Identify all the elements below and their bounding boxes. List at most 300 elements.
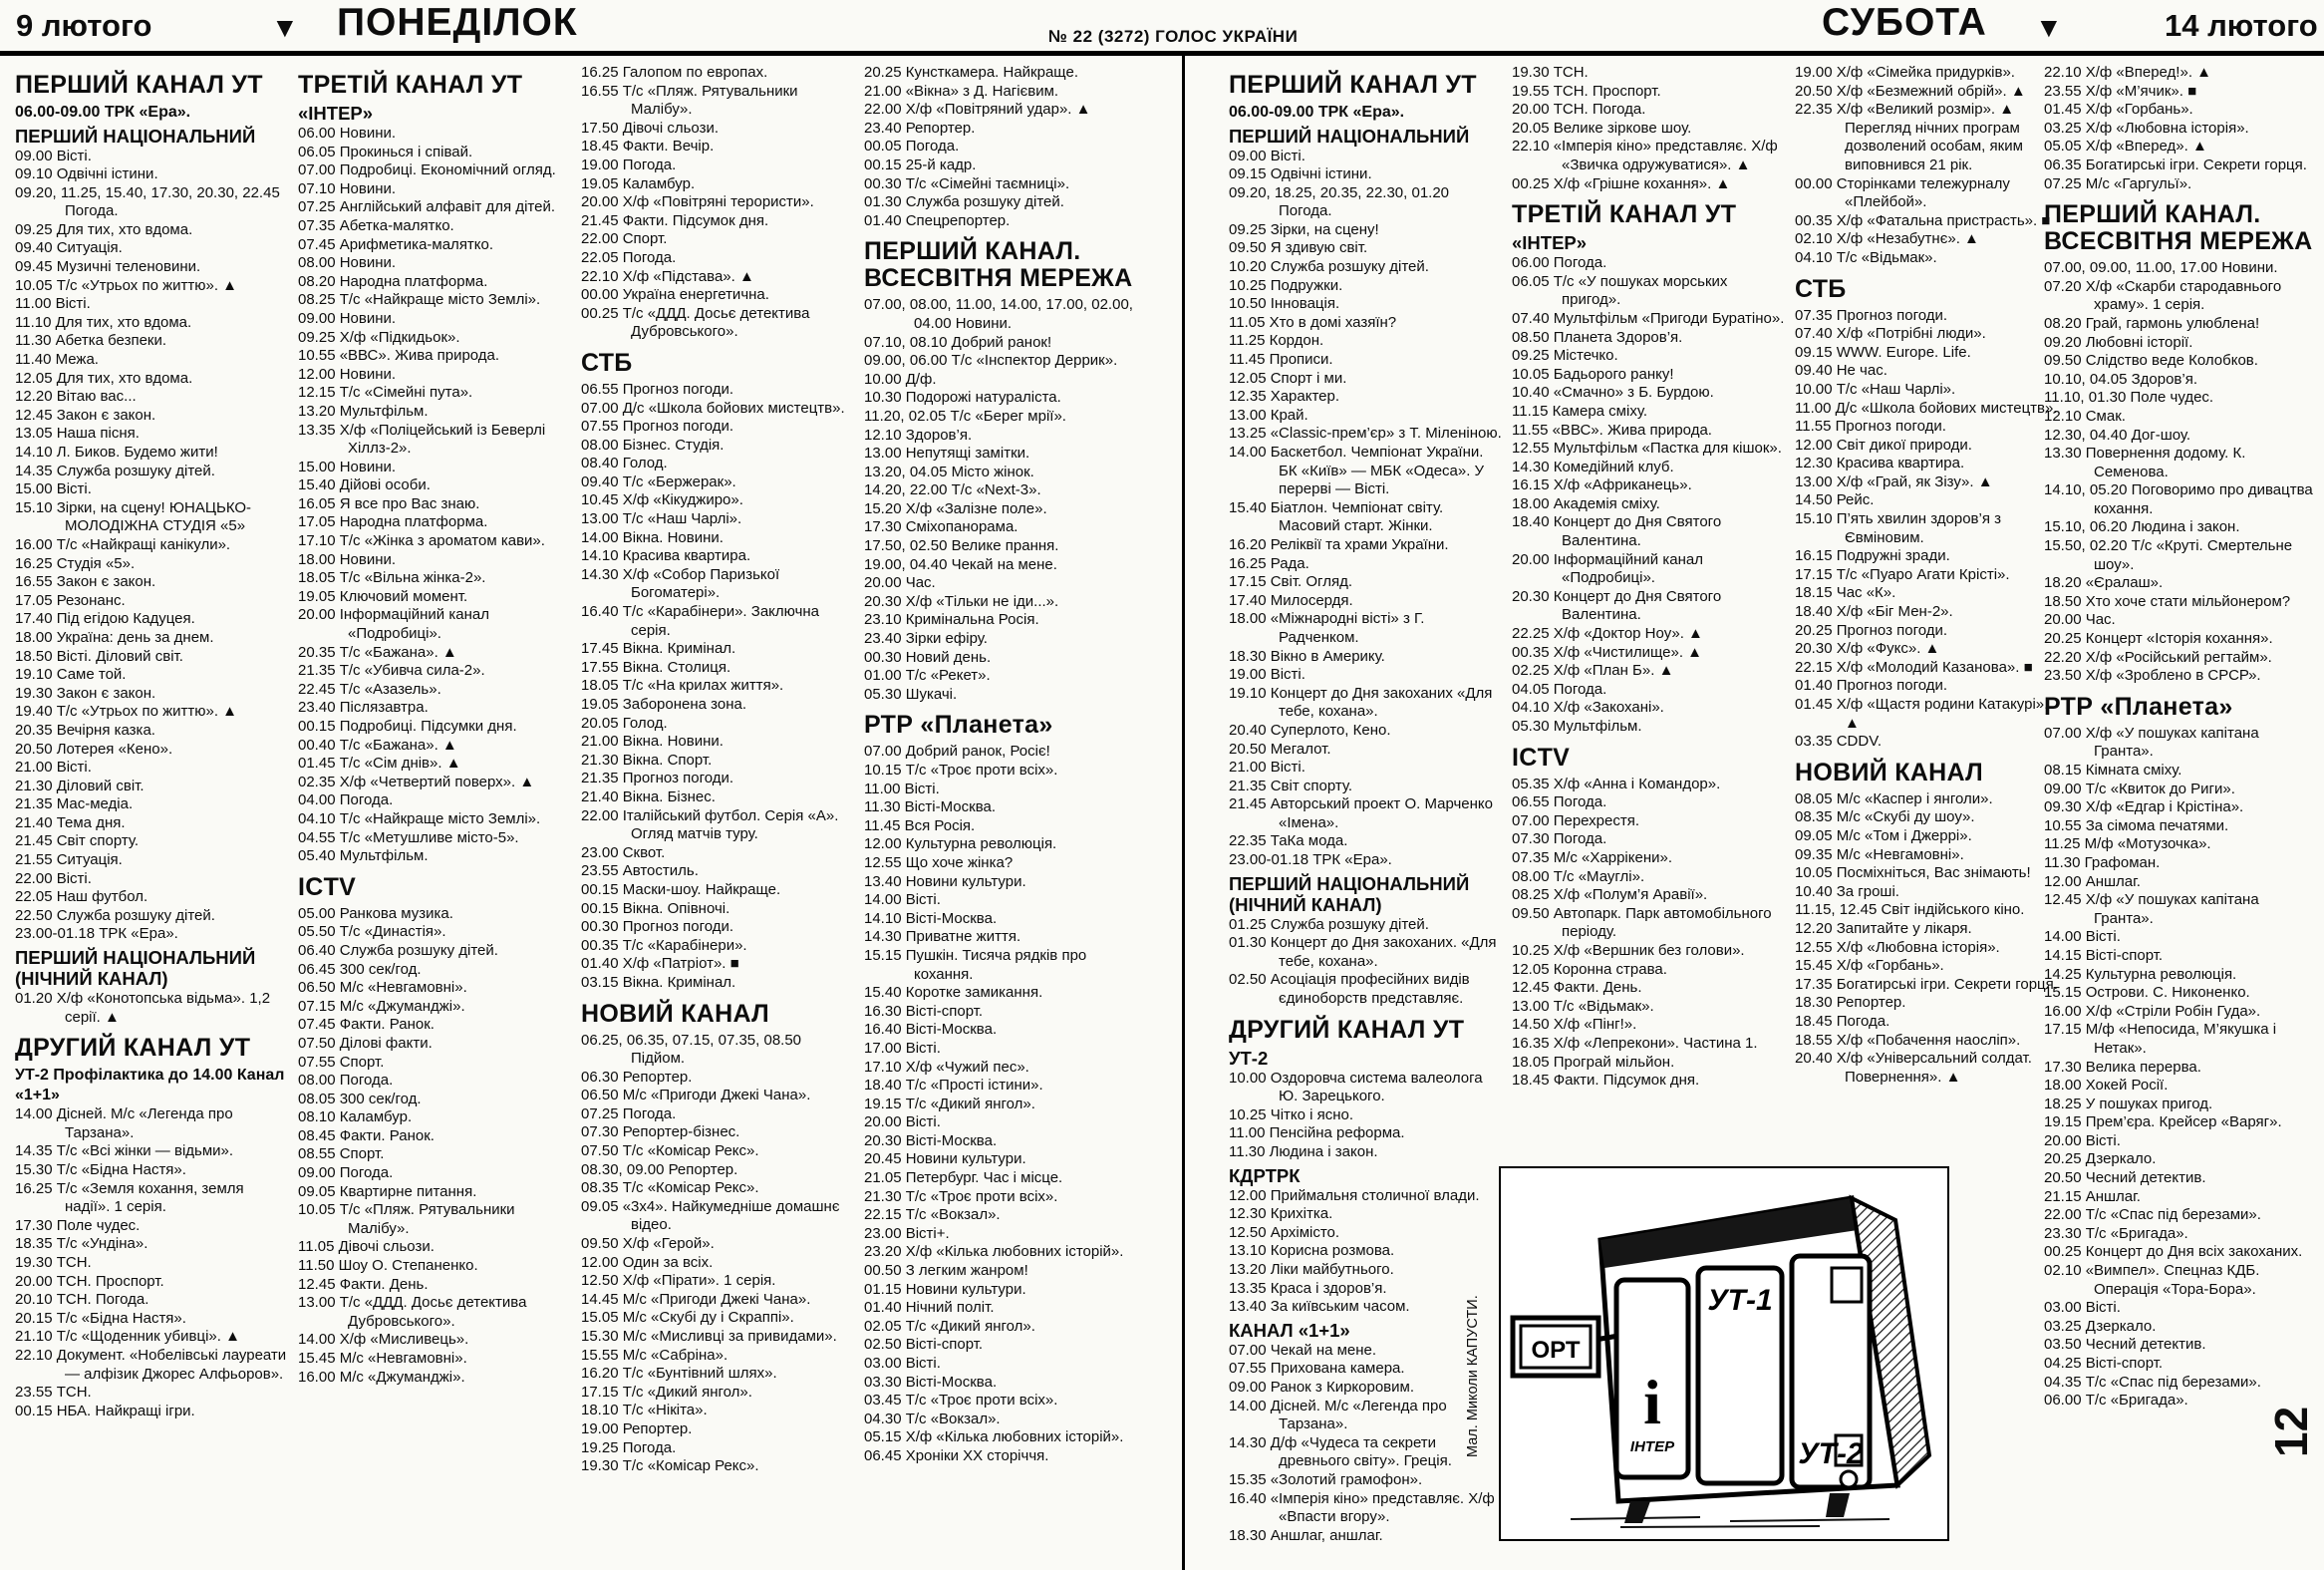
program-entry: 06.50 М/с «Невгамовні». — [298, 979, 467, 997]
program-entry: 11.05 Дівочі сльози. — [298, 1238, 435, 1256]
program-entry: 14.35 Т/с «Всі жінки — відьми». — [15, 1142, 234, 1160]
program-entry: 20.25 Дзеркало. — [2044, 1150, 2157, 1168]
program-entry: 09.00 Новини. — [298, 309, 397, 327]
program-entry: 00.15 Вікна. Опівночі. — [581, 899, 730, 917]
program-entry: 14.50 Рейс. — [1795, 491, 1875, 509]
program-entry: 10.30 Подорожі натураліста. — [864, 389, 1061, 407]
program-entry: 19.00 Вісті. — [1229, 666, 1306, 684]
program-entry: 16.55 Т/с «Пляж. Рятувальники Малібу». — [581, 82, 798, 119]
program-entry: 07.10 Новини. — [298, 179, 397, 197]
program-entry: 12.55 Мультфільм «Пастка для кішок». — [1512, 440, 1782, 458]
program-entry: 21.45 Факти. Підсумок дня. — [581, 211, 769, 229]
channel-subheader: «ІНТЕР» — [1512, 232, 1588, 254]
program-entry: 05.40 Мультфільм. — [298, 847, 429, 865]
program-entry: 00.00 Україна енергетична. — [581, 286, 769, 304]
program-entry: 21.35 Світ спорту. — [1229, 777, 1353, 794]
program-entry: 10.20 Служба розшуку дітей. — [1229, 258, 1429, 276]
program-entry: 15.40 Дійові особи. — [298, 476, 431, 494]
program-entry: 00.25 Х/ф «Грішне кохання». ▲ — [1512, 174, 1731, 192]
program-entry: 12.20 Запитайте у лікаря. — [1795, 919, 1972, 937]
program-entry: 21.40 Вікна. Бізнес. — [581, 787, 716, 805]
channel-subheader: ПЕРШИЙ НАЦІОНАЛЬНИЙ (НІЧНИЙ КАНАЛ) — [15, 947, 256, 990]
program-entry: 23.40 Зірки ефіру. — [864, 630, 988, 648]
program-entry: 03.30 Вісті-Москва. — [864, 1373, 998, 1391]
program-entry: 20.30 Х/ф «Фукс». ▲ — [1795, 640, 1940, 658]
program-entry: 03.50 Чесний детектив. — [2044, 1336, 2206, 1354]
program-entry: 14.10 Красива квартира. — [581, 547, 751, 565]
program-entry: 18.00 Новини. — [298, 550, 397, 568]
program-entry: 09.40 Не час. — [1795, 362, 1888, 380]
program-entry: 20.30 Х/ф «Тільки не іди...». — [864, 592, 1059, 610]
ground-hatch — [1571, 1517, 1889, 1527]
triangle-down-icon: ▼ — [271, 12, 299, 43]
program-entry: 05.05 Х/ф «Вперед». ▲ — [2044, 138, 2207, 156]
program-entry: 10.00 Д/ф. — [864, 370, 937, 388]
schedule-column-3 — [581, 64, 854, 1565]
program-entry: 18.05 Т/с «На крилах життя». — [581, 677, 784, 695]
program-entry: 09.05 Квартирне питання. — [298, 1182, 477, 1200]
program-entry: 12.05 Для тих, хто вдома. — [15, 369, 193, 387]
program-entry: 19.00 Репортер. — [581, 1419, 693, 1437]
program-entry: 08.10 Каламбур. — [298, 1108, 413, 1126]
schedule-column-2 — [298, 64, 571, 1565]
program-entry: 03.35 CDDV. — [1795, 733, 1882, 751]
program-entry: 13.20 Ліки майбутнього. — [1229, 1260, 1394, 1278]
program-entry: 19.30 Закон є закон. — [15, 684, 156, 702]
program-entry: 11.15, 12.45 Світ індійського кіно. — [1795, 901, 2025, 919]
program-entry: 21.30 Т/с «Троє проти всіх». — [864, 1187, 1058, 1205]
program-entry: 19.15 Прем’єра. Крейсер «Варяг». — [2044, 1113, 2282, 1131]
program-entry: 12.45 Закон є закон. — [15, 406, 156, 424]
program-entry: 02.50 Вісті-спорт. — [864, 1336, 984, 1354]
program-entry: 08.20 Грай, гармонь улюблена! — [2044, 314, 2260, 332]
program-entry: 20.05 Голод. — [581, 714, 668, 732]
program-entry: 14.00 Баскетбол. Чемпіонат України. БК «Київ» — МБК «Одеса». У перерві — Вісті. — [1229, 444, 1485, 498]
program-entry: 00.25 Концерт до Дня всіх закоханих. — [2044, 1243, 2303, 1261]
program-entry: 11.55 «ВВС». Жива природа. — [1512, 421, 1712, 439]
program-entry: 12.30 Крихітка. — [1229, 1205, 1333, 1223]
program-entry: 12.10 Здоров’я. — [864, 426, 973, 444]
program-entry: 16.30 Вісті-спорт. — [864, 1002, 984, 1020]
program-entry: 18.00 Україна: день за днем. — [15, 628, 214, 646]
program-entry: 17.05 Народна платформа. — [298, 513, 488, 531]
program-entry: 02.25 Х/ф «План Б». ▲ — [1512, 662, 1674, 680]
program-entry: 14.00 Вісті. — [2044, 928, 2121, 946]
program-entry: 19.00 Погода. — [581, 156, 677, 173]
program-entry: 21.45 Світ спорту. — [15, 832, 140, 850]
program-entry: 20.00 Інформаційний канал «Подробиці». — [1512, 550, 1703, 587]
program-entry: 19.40 Т/с «Утрьох по життю». ▲ — [15, 703, 238, 721]
program-entry: 07.15 М/с «Джуманджі». — [298, 997, 465, 1015]
channel-header: СТБ — [1795, 274, 1847, 303]
program-entry: 07.55 Прихована камера. — [1229, 1360, 1405, 1378]
program-entry: 06.55 Прогноз погоди. — [581, 380, 734, 398]
channel-header: ПЕРШИЙ КАНАЛ. ВСЕСВІТНЯ МЕРЕЖА — [2044, 200, 2313, 256]
program-entry: 06.05 Т/с «У пошуках морських пригод». — [1512, 272, 1728, 309]
program-entry: 15.40 Біатлон. Чемпіонат світу. Масовий старт. Жінки. — [1229, 498, 1444, 535]
tv-vent-grille — [1832, 1268, 1862, 1302]
program-entry: 07.30 Погода. — [1512, 830, 1607, 848]
program-entry: 23.55 Х/ф «М’ячик». ■ — [2044, 82, 2197, 100]
program-entry: 19.00, 04.40 Чекай на мене. — [864, 555, 1057, 573]
program-entry: 11.25 Кордон. — [1229, 332, 1324, 350]
program-entry: 17.30 Сміхопанорама. — [864, 518, 1018, 536]
program-entry: 13.00 Х/ф «Грай, як Зізу». ▲ — [1795, 472, 1993, 490]
program-entry: 00.15 НБА. Найкращі ігри. — [15, 1402, 195, 1419]
program-entry: 09.00 Т/с «Квиток до Риги». — [2044, 780, 2235, 797]
program-entry: 11.30 Вісті-Москва. — [864, 798, 997, 816]
channel-subheader: КАНАЛ «1+1» — [1229, 1319, 1350, 1341]
program-entry: 06.45 300 сек/год. — [298, 960, 422, 978]
program-entry: 09.20, 18.25, 20.35, 22.30, 01.20 Погода. — [1229, 183, 1450, 220]
program-entry: 08.00 Бізнес. Студія. — [581, 436, 725, 454]
program-entry: 06.55 Погода. — [1512, 793, 1607, 811]
program-entry: 13.20 Мультфільм. — [298, 402, 429, 420]
program-entry: 07.35 Абетка-малятко. — [298, 216, 454, 234]
program-entry: 14.25 Культурна революція. — [2044, 965, 2237, 983]
program-entry: 07.45 Факти. Ранок. — [298, 1016, 435, 1034]
channel-header: ПЕРШИЙ КАНАЛ УТ — [1229, 71, 1477, 99]
masthead — [0, 0, 2324, 56]
program-entry: 19.55 ТСН. Проспорт. — [1512, 82, 1661, 100]
program-entry: 08.15 Кімната сміху. — [2044, 762, 2182, 779]
program-entry: 17.40 Милосердя. — [1229, 591, 1353, 609]
program-entry: 14.10 Вісті-Москва. — [864, 909, 998, 927]
program-entry: 15.10, 06.20 Людина і закон. — [2044, 518, 2240, 536]
program-entry: 13.40 Новини культури. — [864, 872, 1026, 890]
program-entry: 10.55 «ВВС». Жива природа. — [298, 347, 500, 365]
program-entry: 12.20 Вітаю вас... — [15, 388, 137, 406]
program-entry: 03.00 Вісті. — [2044, 1299, 2121, 1317]
program-entry: 10.50 Інновація. — [1229, 295, 1340, 313]
program-entry: 04.10 Х/ф «Закохані». — [1512, 699, 1664, 717]
program-entry: 14.10 Л. Биков. Будемо жити! — [15, 444, 218, 461]
program-entry: 20.15 Т/с «Бідна Настя». — [15, 1309, 186, 1327]
program-entry: 04.05 Погода. — [1512, 680, 1607, 698]
program-entry: 16.00 Т/с «Найкращі канікули». — [15, 535, 231, 553]
program-entry: 05.30 Мультфільм. — [1512, 718, 1642, 735]
program-entry: 04.25 Вісті-спорт. — [2044, 1355, 2164, 1372]
program-entry: 20.30 Вісті-Москва. — [864, 1131, 998, 1149]
channel-subheader: ПЕРШИЙ НАЦІОНАЛЬНИЙ — [15, 125, 256, 147]
program-entry: 00.05 Погода. — [864, 138, 960, 156]
program-entry: 13.00 Т/с «ДДД. Досьє детектива Дубровського». — [298, 1294, 527, 1330]
program-entry: 12.00 Новини. — [298, 365, 397, 383]
program-entry: 09.15 Одвічні істини. — [1229, 165, 1372, 183]
program-entry: 17.30 Велика перерва. — [2044, 1058, 2201, 1076]
program-entry: 21.10 Т/с «Щоденник убивці». ▲ — [15, 1328, 240, 1346]
program-entry: 18.05 Програй мільйон. — [1512, 1053, 1675, 1071]
program-entry: 20.35 Вечірня казка. — [15, 721, 155, 739]
program-entry: 00.30 Новий день. — [864, 648, 992, 666]
program-entry: 15.30 М/с «Мисливці за привидами». — [581, 1328, 837, 1345]
program-entry: 12.15 Т/с «Сімейні пута». — [298, 384, 473, 402]
program-entry: 07.40 Мультфільм «Пригоди Буратіно». — [1512, 309, 1785, 327]
program-entry: 10.45 Х/ф «Кікуджиро». — [581, 491, 743, 509]
program-entry: 08.00 Погода. — [298, 1072, 394, 1090]
program-entry: 00.35 Х/ф «Чистилище». ▲ — [1512, 643, 1703, 661]
program-entry: 18.45 Погода. — [1795, 1012, 1890, 1030]
program-entry: 12.10 Смак. — [2044, 407, 2126, 425]
program-entry: 05.15 Х/ф «Кілька любовних історій». — [864, 1428, 1124, 1446]
program-entry: 15.50, 02.20 Т/с «Круті. Смертельне шоу». — [2044, 537, 2293, 573]
program-entry: 07.00 Х/ф «У пошуках капітана Гранта». — [2044, 724, 2259, 761]
program-entry: 00.25 Т/с «ДДД. Досьє детектива Дубровського». — [581, 304, 810, 341]
program-entry: 13.25 «Classic-прем’єр» з Т. Міленіною. — [1229, 425, 1502, 443]
program-entry: 17.00 Вісті. — [864, 1039, 941, 1057]
program-entry: 09.00 Вісті. — [1229, 147, 1306, 164]
program-entry: 15.45 Х/ф «Горбань». — [1795, 957, 1944, 975]
program-entry: 16.00 Х/ф «Стріли Робін Гуда». — [2044, 1002, 2261, 1020]
program-entry: 13.20, 04.05 Місто жінок. — [864, 463, 1034, 480]
program-entry: 11.30 Графоман. — [2044, 853, 2161, 871]
program-entry: 03.25 Х/ф «Любовна історія». — [2044, 119, 2249, 137]
program-entry: 15.05 М/с «Скубі ду і Скраппі». — [581, 1309, 794, 1327]
program-entry: 00.15 Подробиці. Підсумки дня. — [298, 718, 517, 735]
program-entry: 10.40 За гроші. — [1795, 882, 1899, 900]
program-entry: 09.00 Погода. — [298, 1164, 394, 1182]
program-entry: 11.45 Вся Росія. — [864, 816, 976, 834]
program-entry: 22.35 Х/ф «Великий розмір». ▲ Перегляд нічних програм дозволений особам, яким виповнився 21 рік. — [1795, 101, 2023, 173]
program-entry: 19.05 Каламбур. — [581, 174, 696, 192]
channel-subheader: ПЕРШИЙ НАЦІОНАЛЬНИЙ (НІЧНИЙ КАНАЛ) — [1229, 872, 1470, 915]
ort-sign-label: ОРТ — [1531, 1337, 1581, 1364]
program-entry: 20.00 Х/ф «Повітряні терористи». — [581, 193, 814, 211]
channel-header: СТБ — [581, 348, 633, 377]
program-entry: 21.30 Діловий світ. — [15, 777, 145, 794]
program-entry: 12.05 Спорт і ми. — [1229, 369, 1347, 387]
program-entry: 05.50 Т/с «Династія». — [298, 923, 446, 941]
program-entry: 06.50 М/с «Пригоди Джекі Чана». — [581, 1087, 811, 1104]
program-entry: 20.00 Вісті. — [2044, 1131, 2121, 1149]
program-entry: 09.00 Вісті. — [15, 147, 92, 164]
program-entry: 12.35 Характер. — [1229, 388, 1340, 406]
program-entry: 13.00 Край. — [1229, 406, 1308, 424]
program-entry: 08.25 Т/с «Найкраще місто Землі». — [298, 291, 541, 309]
program-entry: 14.30 Х/ф «Собор Паризької Богоматері». — [581, 565, 780, 602]
program-entry: 11.00 Вісті. — [15, 295, 91, 313]
program-entry: 14.15 Вісті-спорт. — [2044, 946, 2164, 964]
program-entry: 05.35 Х/ф «Анна і Командор». — [1512, 775, 1721, 792]
program-entry: 23.40 Репортер. — [864, 119, 976, 137]
program-entry: 01.25 Служба розшуку дітей. — [1229, 915, 1429, 933]
program-entry: 18.15 Час «К». — [1795, 584, 1896, 602]
program-entry: 21.35 Т/с «Убивча сила-2». — [298, 662, 485, 680]
program-entry: 01.40 Прогноз погоди. — [1795, 677, 1948, 695]
program-entry: 18.35 Т/с «Ундіна». — [15, 1235, 148, 1253]
program-entry: 07.40 Х/ф «Потрібні люди». — [1795, 325, 1986, 343]
program-entry: 17.50, 02.50 Велике прання. — [864, 537, 1059, 555]
program-entry: 22.00 Вісті. — [15, 869, 92, 887]
program-entry: 12.50 Архімісто. — [1229, 1223, 1340, 1241]
program-entry: 13.05 Наша пісня. — [15, 425, 140, 443]
program-entry: 07.10, 08.10 Добрий ранок! — [864, 333, 1052, 351]
program-entry: 16.25 Студія «5». — [15, 554, 136, 572]
program-entry: 20.00 ТСН. Проспорт. — [15, 1272, 164, 1290]
channel-subheader: УТ-2 — [1229, 1047, 1269, 1069]
program-entry: 10.25 Чітко і ясно. — [1229, 1105, 1354, 1123]
program-entry: 15.10 Зірки, на сцену! ЮНАЦЬКО-МОЛОДІЖНА СТУДІЯ «5» — [15, 498, 252, 535]
program-entry: 22.10 «Імперія кіно» представляє. Х/ф «Звичка одружуватися». ▲ — [1512, 138, 1778, 173]
program-entry: 22.05 Погода. — [581, 248, 677, 266]
tv-cartoon-svg — [1501, 1168, 1947, 1539]
program-entry: 15.35 «Золотий грамофон». — [1229, 1470, 1423, 1488]
program-entry: 20.00 Інформаційний канал «Подробиці». — [298, 606, 489, 643]
program-entry: 09.50 Х/ф «Герой». — [581, 1235, 715, 1253]
program-entry: 09.00, 06.00 Т/с «Інспектор Деррик». — [864, 352, 1118, 370]
program-entry: 16.35 Х/ф «Лепрекони». Частина 1. — [1512, 1034, 1758, 1052]
program-entry: 23.00 Вісті+. — [864, 1224, 950, 1242]
program-entry: 21.45 Авторський проект О. Марченко «Імена». — [1229, 795, 1493, 831]
program-entry: 06.05 Прокинься і співай. — [298, 143, 473, 160]
program-entry: 12.00 Культурна революція. — [864, 835, 1057, 853]
program-entry: 12.45 Х/ф «У пошуках капітана Гранта». — [2044, 891, 2259, 927]
program-entry: 16.25 Рада. — [1229, 554, 1309, 572]
program-entry: 06.00 Т/с «Бригада». — [2044, 1392, 2188, 1410]
program-entry: 01.45 Х/ф «Горбань». — [2044, 101, 2193, 119]
program-entry: 11.30 Людина і закон. — [1229, 1143, 1378, 1160]
program-entry: 22.05 Наш футбол. — [15, 888, 148, 906]
program-entry: 08.05 М/с «Каспер і янголи». — [1795, 789, 1993, 807]
channel-header: ДРУГИЙ КАНАЛ УТ — [15, 1034, 251, 1063]
program-entry: 07.50 Т/с «Комісар Рекс». — [581, 1142, 759, 1160]
program-entry: 15.20 Х/ф «Залізне поле». — [864, 499, 1047, 517]
program-entry: 11.40 Межа. — [15, 351, 99, 369]
program-entry: 14.10, 05.20 Поговоримо про дивацтва кохання. — [2044, 481, 2313, 517]
program-entry: 07.00 Подробиці. Економічний огляд. — [298, 161, 556, 179]
program-entry: 20.50 Х/ф «Безмежний обрій». ▲ — [1795, 82, 2026, 100]
program-entry: 10.05 Т/с «Утрьох по життю». ▲ — [15, 276, 238, 294]
program-entry: 18.45 Факти. Підсумок дня. — [1512, 1072, 1700, 1090]
program-entry: 20.25 Кунсткамера. Найкраще. — [864, 64, 1078, 81]
program-entry: 08.55 Спорт. — [298, 1145, 385, 1163]
program-entry: 11.00 Д/с «Школа бойових мистецтв». — [1795, 399, 2058, 417]
program-entry: 00.30 Т/с «Сімейні таємниці». — [864, 174, 1070, 192]
schedule-column-8 — [2044, 64, 2316, 1565]
program-entry: 19.05 Заборонена зона. — [581, 696, 746, 713]
program-entry: 09.15 WWW. Europe. Life. — [1795, 343, 1971, 361]
channel-header: РТР «Планета» — [2044, 692, 2233, 721]
program-entry: 18.00 «Міжнародні вісті» з Г. Радченком. — [1229, 610, 1425, 646]
schedule-column-4 — [864, 64, 1143, 1565]
program-entry: 16.15 Х/ф «Африканець». — [1512, 476, 1692, 494]
program-entry: 11.00 Пенсійна реформа. — [1229, 1124, 1405, 1142]
program-entry: 20.35 Т/с «Бажана». ▲ — [298, 643, 457, 661]
program-entry: 21.40 Тема дня. — [15, 813, 126, 831]
issue-line: № 22 (3272) ГОЛОС УКРАЇНИ — [1048, 27, 1299, 46]
program-entry: 13.35 Краса і здоров’я. — [1229, 1279, 1387, 1297]
program-entry: 02.35 Х/ф «Четвертий поверх». ▲ — [298, 773, 535, 790]
program-entry: 07.25 Погода. — [581, 1104, 677, 1122]
channel-header: ТРЕТІЙ КАНАЛ УТ — [1512, 200, 1737, 229]
program-entry: 13.00 Т/с «Відьмак». — [1512, 997, 1654, 1015]
program-entry: 07.00 Д/с «Школа бойових мистецтв». — [581, 399, 845, 417]
date-left: 9 лютого — [16, 8, 152, 43]
program-entry: 09.00 Ранок з Киркоровим. — [1229, 1378, 1414, 1396]
program-entry: 08.00 Т/с «Мауглі». — [1512, 867, 1645, 885]
program-entry: 20.00 Час. — [2044, 611, 2116, 629]
program-entry: 01.45 Х/ф «Щастя родини Катакурі». ▲ — [1795, 696, 2049, 732]
program-entry: 13.10 Корисна розмова. — [1229, 1242, 1395, 1260]
program-entry: 04.00 Погода. — [298, 791, 394, 809]
program-entry: 13.35 Х/ф «Поліцейський із Беверлі Хіллз-2». — [298, 421, 546, 458]
program-entry: 07.35 М/с «Харрікени». — [1512, 848, 1672, 866]
program-entry: 20.25 Прогноз погоди. — [1795, 621, 1948, 639]
program-entry: 16.40 Вісті-Москва. — [864, 1021, 998, 1039]
program-entry: 11.50 Шоу О. Степаненко. — [298, 1257, 478, 1275]
program-entry: 19.10 Саме той. — [15, 666, 127, 684]
tv-leg-right — [1826, 1493, 1850, 1517]
program-entry: 08.20 Народна платформа. — [298, 272, 488, 290]
program-entry: 19.30 ТСН. — [1512, 64, 1589, 81]
program-entry: 11.00 Вісті. — [864, 780, 940, 797]
program-entry: 09.20, 11.25, 15.40, 17.30, 20.30, 22.45 Погода. — [15, 183, 280, 220]
program-entry: 11.45 Прописи. — [1229, 351, 1333, 369]
program-entry: 09.05 М/с «Том і Джеррі». — [1795, 826, 1972, 844]
program-entry: 11.25 М/ф «Мотузочка». — [2044, 835, 2211, 853]
program-entry: 09.45 Музичні теленовини. — [15, 258, 201, 276]
program-entry: 21.05 Петербург. Час і місце. — [864, 1169, 1063, 1187]
program-entry: 01.30 Концерт до Дня закоханих. «Для тебе, кохана». — [1229, 934, 1497, 970]
program-entry: 14.45 М/с «Пригоди Джекі Чана». — [581, 1290, 811, 1308]
program-entry: 00.30 Прогноз погоди. — [581, 918, 734, 936]
channel-header: ICTV — [298, 872, 357, 901]
program-entry: 21.35 Прогноз погоди. — [581, 770, 734, 787]
program-entry: 08.40 Голод. — [581, 455, 668, 472]
program-entry: 12.00 Один за всіх. — [581, 1253, 714, 1271]
program-entry: 13.00 Т/с «Наш Чарлі». — [581, 510, 742, 528]
program-entry: 11.10, 01.30 Поле чудес. — [2044, 389, 2214, 407]
program-entry: 06.45 Хроніки XX сторіччя. — [864, 1446, 1049, 1464]
program-entry: 21.15 Аншлаг. — [2044, 1187, 2141, 1205]
channel-header: НОВИЙ КАНАЛ — [1795, 758, 1984, 786]
program-entry: 10.00 Т/с «Наш Чарлі». — [1795, 380, 1956, 398]
program-entry: 21.00 Вісті. — [1229, 759, 1306, 777]
program-entry: 18.20 «Єралаш». — [2044, 574, 2164, 592]
program-entry: 22.10 Х/ф «Вперед!». ▲ — [2044, 64, 2211, 81]
program-entry: 15.15 Острови. С. Никоненко. — [2044, 984, 2250, 1002]
program-entry: 10.05 Бадьорого ранку! — [1512, 365, 1674, 383]
program-entry: 09.25 Х/ф «Підкидьок». — [298, 328, 460, 346]
program-entry: 03.45 Т/с «Троє проти всіх». — [864, 1392, 1058, 1410]
program-entry: 14.00 Вісті. — [864, 891, 941, 909]
program-entry: 09.40 Т/с «Бержерак». — [581, 472, 736, 490]
program-entry: 13.00 Непутящі замітки. — [864, 445, 1030, 463]
program-entry: 06.40 Служба розшуку дітей. — [298, 941, 498, 959]
program-entry: 07.00, 09.00, 11.00, 17.00 Новини. — [2044, 259, 2278, 277]
program-entry: 19.30 Т/с «Комісар Рекс». — [581, 1457, 759, 1475]
program-entry: 14.35 Служба розшуку дітей. — [15, 462, 215, 479]
channel-subheader: КДРТРК — [1229, 1164, 1301, 1186]
program-entry: 21.00 Вісті. — [15, 759, 92, 777]
channel-header: ПЕРШИЙ КАНАЛ УТ — [15, 71, 263, 99]
program-entry: 06.35 Богатирські ігри. Секрети горця. — [2044, 156, 2307, 173]
ut1-label: УТ-1 — [1707, 1284, 1773, 1317]
program-entry: 17.15 Світ. Огляд. — [1229, 573, 1352, 591]
program-entry: 16.05 Я все про Вас знаю. — [298, 494, 480, 512]
program-entry: 22.10 Документ. «Нобелівські лауреати — алфізик Джорес Алфьоров». — [15, 1346, 287, 1383]
program-entry: 15.10 П’ять хвилин здоров’я з Євміновим. — [1795, 510, 2002, 546]
program-entry: 15.00 Вісті. — [15, 480, 92, 498]
program-entry: 22.15 Х/ф «Молодий Казанова». ■ — [1795, 658, 2033, 676]
program-entry: 12.45 Факти. День. — [298, 1275, 429, 1293]
program-entry: 07.55 Спорт. — [298, 1053, 385, 1071]
program-entry: 14.30 Комедійний клуб. — [1512, 458, 1674, 475]
program-entry: 20.50 Лотерея «Кено». — [15, 740, 173, 758]
program-entry: 21.00 Вікна. Новини. — [581, 733, 724, 751]
program-entry: 16.25 Галопом по европах. — [581, 64, 768, 81]
program-entry: 10.15 Т/с «Троє проти всіх». — [864, 762, 1058, 779]
